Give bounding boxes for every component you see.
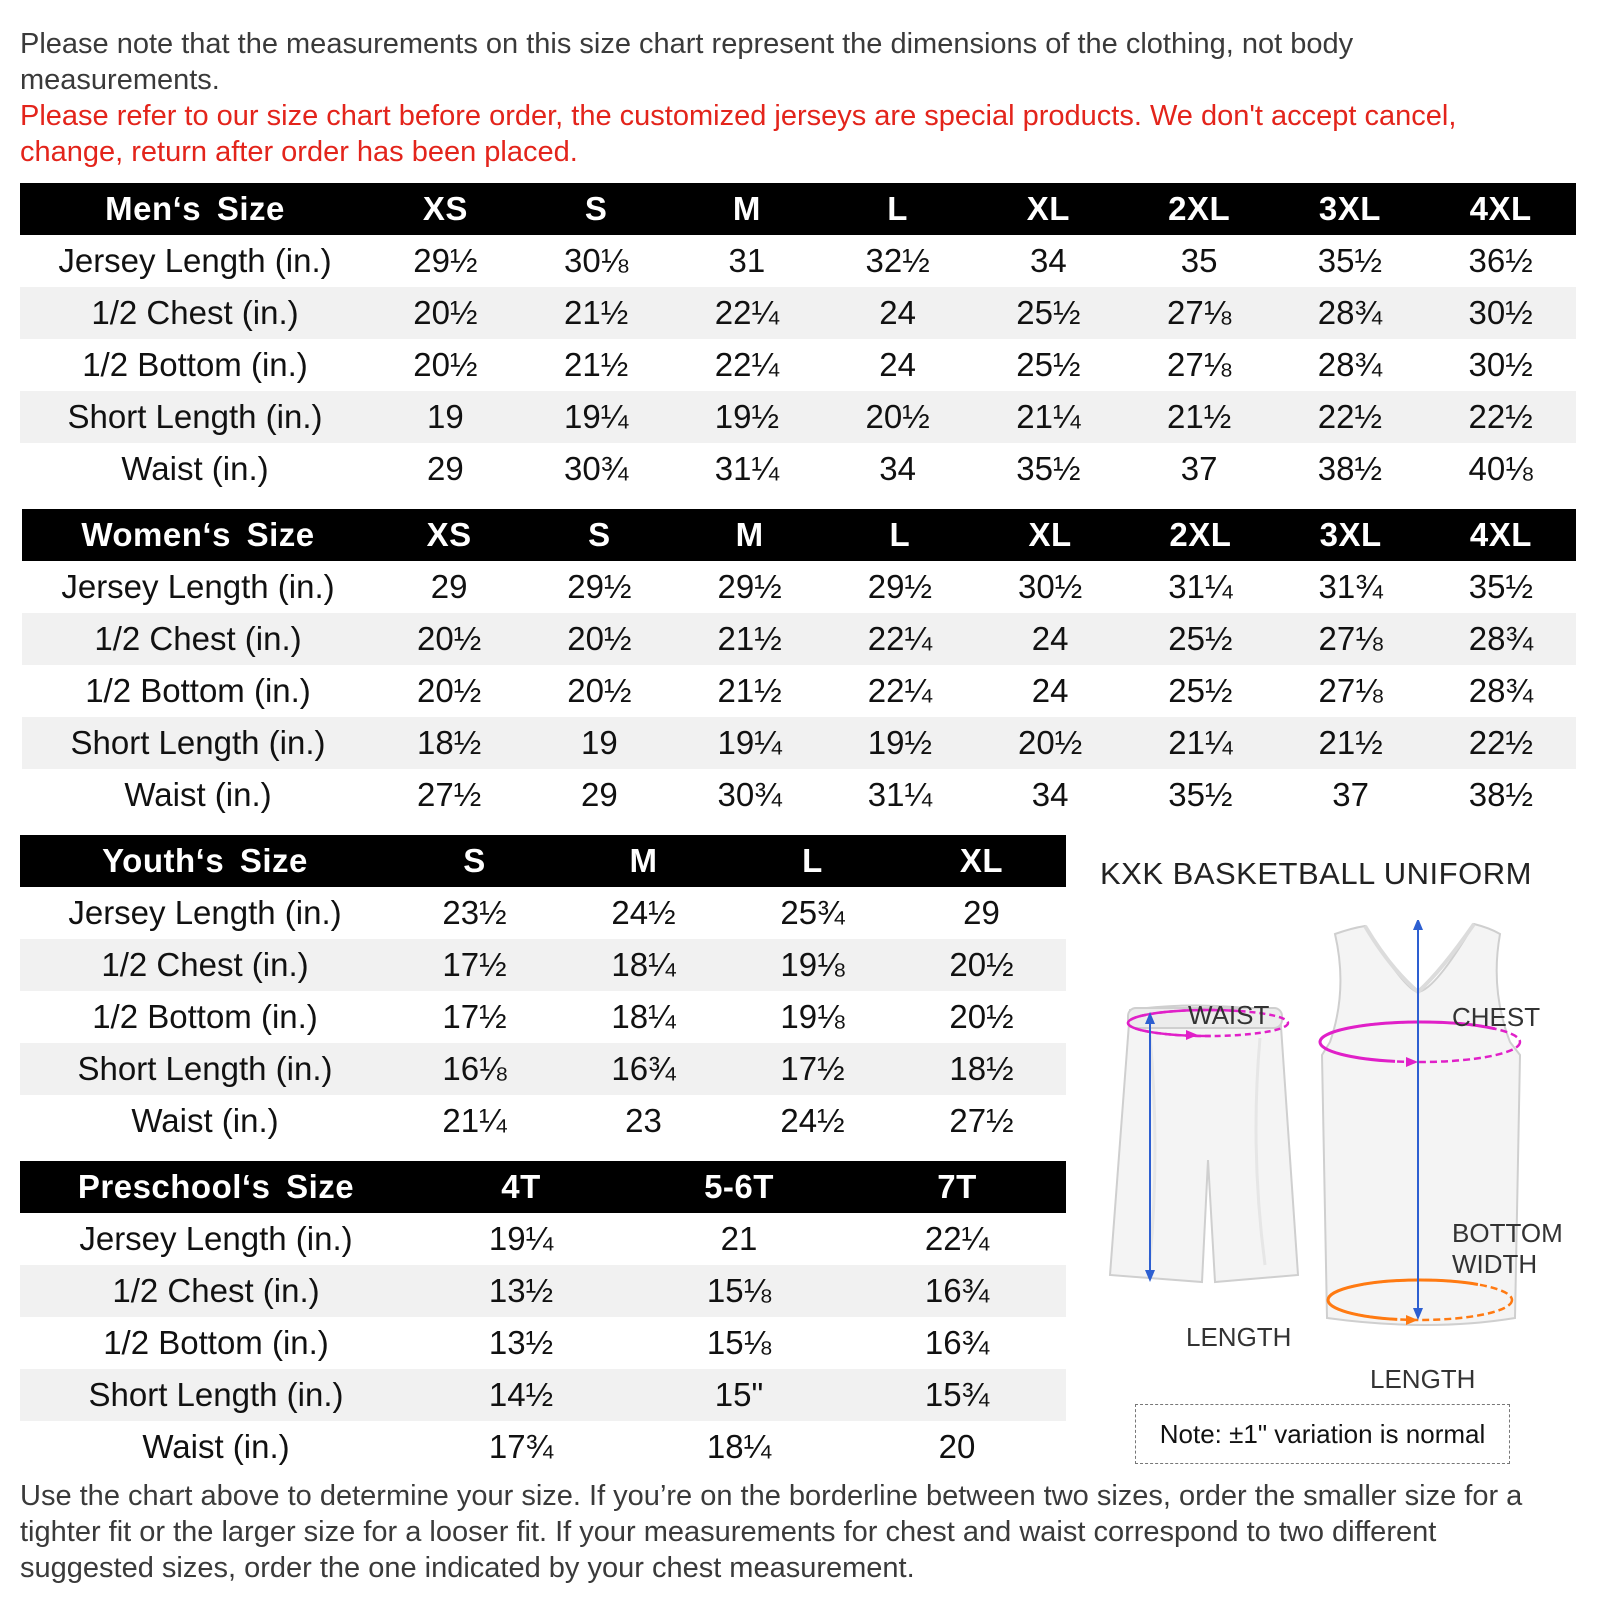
measurement-value: 17½ [442, 998, 507, 1035]
measurement-value: 21½ [1276, 717, 1426, 769]
measurement-value: 35 [1180, 242, 1218, 279]
measurement-value: 27⅛ [1167, 346, 1232, 383]
measurement-label: 1/2 Bottom (in.) [103, 1324, 329, 1361]
preschool-size-table [20, 1161, 1066, 1473]
measurement-row [22, 561, 1576, 613]
measurement-row [20, 1095, 1066, 1147]
measurement-row [20, 1213, 1066, 1265]
size-column-header: 7T [848, 1161, 1066, 1213]
measurement-value: 19½ [825, 717, 975, 769]
measurement-label: 1/2 Chest (in.) [22, 613, 374, 665]
measurement-value: 30½ [1425, 287, 1576, 339]
size-column-header: 5-6T [630, 1161, 848, 1213]
measurement-value: 20½ [949, 998, 1014, 1035]
measurement-value: 18½ [374, 717, 524, 769]
measurement-value: 18¼ [559, 939, 728, 991]
waist-label: WAIST [1188, 1000, 1270, 1030]
size-column-header: L [728, 835, 897, 887]
measurement-value: 19¼ [488, 1220, 554, 1257]
measurement-value: 19¼ [675, 717, 825, 769]
measurement-value: 21½ [1124, 391, 1275, 443]
measurement-row [22, 665, 1576, 717]
measurement-value: 22¼ [825, 613, 975, 665]
measurement-value: 34 [1030, 242, 1067, 279]
measurement-value: 28¾ [1317, 346, 1382, 383]
measurement-value: 22¼ [672, 287, 823, 339]
measurement-value: 20½ [975, 717, 1125, 769]
measurement-value: 21½ [521, 287, 672, 339]
measurement-value: 17¾ [488, 1428, 554, 1465]
measurement-row [22, 769, 1576, 821]
measurement-value: 19½ [672, 391, 823, 443]
measurement-value: 24½ [611, 894, 676, 931]
measurement-value: 25½ [973, 287, 1124, 339]
measurement-value: 15⅛ [630, 1265, 848, 1317]
measurement-value: 21½ [717, 672, 782, 709]
measurement-value: 20 [938, 1428, 976, 1465]
measurement-value: 28¾ [1426, 613, 1576, 665]
size-header-row [20, 835, 1066, 887]
measurement-value: 20½ [524, 613, 674, 665]
measurement-value: 19¼ [521, 391, 672, 443]
size-column-header: L [825, 509, 975, 561]
measurement-row [20, 939, 1066, 991]
measurement-value: 30⅛ [564, 242, 629, 279]
measurement-value: 35½ [1317, 242, 1382, 279]
measurement-value: 29 [427, 450, 464, 487]
measurement-value: 20½ [374, 613, 524, 665]
chest-label: CHEST [1452, 1002, 1541, 1032]
measurement-value: 24 [1031, 672, 1069, 709]
shorts-length-label: LENGTH [1186, 1322, 1292, 1352]
size-column-header: XL [973, 183, 1124, 235]
measurement-value: 20½ [417, 672, 482, 709]
size-column-header: M [675, 509, 825, 561]
shorts-illustration [1110, 1005, 1298, 1282]
measurement-value: 30½ [1468, 346, 1533, 383]
measurement-label: 1/2 Chest (in.) [20, 1265, 412, 1317]
measurement-value: 27½ [417, 776, 482, 813]
measurement-row [20, 391, 1576, 443]
measurement-label: Waist (in.) [124, 776, 272, 813]
measurement-row [20, 1369, 1066, 1421]
size-column-header: 2XL [1124, 183, 1275, 235]
measurement-value: 29 [963, 894, 1000, 931]
measurement-value: 29½ [867, 568, 932, 605]
size-column-header: 4T [412, 1161, 630, 1213]
measurement-value: 30½ [1018, 568, 1083, 605]
measurement-value: 35½ [1168, 776, 1233, 813]
measurement-value: 20½ [370, 287, 521, 339]
measurement-value: 29 [581, 776, 618, 813]
bottom-width-label: BOTTOM WIDTH [1452, 1218, 1563, 1279]
measurement-value: 25½ [1016, 346, 1081, 383]
measurement-value: 19⅛ [780, 998, 845, 1035]
measurement-row [20, 1317, 1066, 1369]
diagram-title: KXK BASKETBALL UNIFORM [1100, 856, 1532, 891]
measurement-value: 35½ [1468, 568, 1533, 605]
size-column-header: XS [374, 509, 524, 561]
measurement-value: 18¼ [706, 1428, 772, 1465]
measurement-value: 24 [975, 613, 1125, 665]
measurement-label: Waist (in.) [121, 450, 269, 487]
size-column-header: M [559, 835, 728, 887]
measurement-value: 20½ [822, 391, 973, 443]
measurement-value: 13½ [412, 1265, 630, 1317]
measurement-value: 24 [822, 287, 973, 339]
measurement-value: 22½ [1426, 717, 1576, 769]
measurement-value: 32½ [865, 242, 930, 279]
measurement-value: 22¼ [714, 346, 779, 383]
mens-size-table [20, 183, 1576, 495]
measurement-row [20, 1421, 1066, 1473]
measurement-value: 21 [720, 1220, 758, 1257]
measurement-label: 1/2 Bottom (in.) [85, 672, 311, 709]
youth-size-table [20, 835, 1066, 1147]
measurement-value: 31¼ [1168, 568, 1233, 605]
measurement-value: 36½ [1468, 242, 1533, 279]
measurement-row [20, 339, 1576, 391]
measurement-value: 21¼ [973, 391, 1124, 443]
womens-size-table [22, 509, 1576, 821]
measurement-label: Short Length (in.) [20, 1043, 390, 1095]
measurement-label: Short Length (in.) [22, 717, 374, 769]
measurement-value: 14½ [412, 1369, 630, 1421]
jersey-length-label: LENGTH [1370, 1364, 1476, 1394]
measurement-label: Jersey Length (in.) [58, 242, 332, 279]
measurement-label: Jersey Length (in.) [79, 1220, 353, 1257]
size-column-header: 2XL [1125, 509, 1275, 561]
measurement-label: Waist (in.) [142, 1428, 290, 1465]
sizing-advice-note: Use the chart above to determine your size. If you’re on the borderline between two sizes, order the smaller size for a tighter fit or the larger size for a looser fit. If your measurements for chest and waist correspond to two different suggested sizes, order the one indicated by your chest measurement. [20, 1480, 1523, 1584]
measurement-value: 35½ [1016, 450, 1081, 487]
measurement-row [20, 287, 1576, 339]
size-column-header: 3XL [1275, 183, 1426, 235]
size-column-header: XL [897, 835, 1066, 887]
measurement-value: 24 [879, 346, 916, 383]
measurement-value: 17½ [390, 939, 559, 991]
measurement-row [20, 235, 1576, 287]
size-column-header: S [521, 183, 672, 235]
size-column-header: S [390, 835, 559, 887]
measurement-value: 22¼ [924, 1220, 990, 1257]
measurement-value: 28¾ [1275, 287, 1426, 339]
measurement-value: 30¾ [717, 776, 782, 813]
size-column-header: L [822, 183, 973, 235]
measurement-row [22, 717, 1576, 769]
measurement-label: 1/2 Chest (in.) [20, 939, 390, 991]
measurement-value: 15⅛ [706, 1324, 772, 1361]
measurement-value: 20½ [897, 939, 1066, 991]
measurement-row [20, 887, 1066, 939]
measurement-value: 13½ [488, 1324, 554, 1361]
measurement-value: 34 [879, 450, 916, 487]
measurement-value: 19⅛ [728, 939, 897, 991]
measurement-value: 31¾ [1318, 568, 1383, 605]
size-column-header: 3XL [1276, 509, 1426, 561]
measurement-value: 21½ [564, 346, 629, 383]
measurement-value: 20½ [413, 346, 478, 383]
measurement-row [22, 613, 1576, 665]
measurement-value: 22¼ [867, 672, 932, 709]
variation-note: Note: ±1" variation is normal [1135, 1404, 1510, 1464]
measurement-value: 27⅛ [1318, 672, 1383, 709]
size-column-header: 4XL [1425, 183, 1576, 235]
measurement-label: 1/2 Chest (in.) [20, 287, 370, 339]
measurement-value: 15¾ [848, 1369, 1066, 1421]
measurement-value: 27⅛ [1276, 613, 1426, 665]
measurement-value: 19 [370, 391, 521, 443]
measurement-value: 20½ [567, 672, 632, 709]
measurement-value: 19 [524, 717, 674, 769]
measurement-label: Short Length (in.) [20, 391, 370, 443]
measurement-value: 15" [630, 1369, 848, 1421]
size-header-row [20, 183, 1576, 235]
uniform-diagram [1090, 920, 1570, 1360]
clothing-dimensions-note: Please note that the measurements on this size chart represent the dimensions of the clothing, not body measurements. [20, 28, 1354, 96]
measurement-row [20, 1043, 1066, 1095]
measurement-value: 25½ [1168, 672, 1233, 709]
measurement-value: 38½ [1317, 450, 1382, 487]
measurement-value: 16¾ [848, 1265, 1066, 1317]
measurement-value: 29 [430, 568, 468, 605]
size-header-row [22, 509, 1576, 561]
measurement-value: 27⅛ [1124, 287, 1275, 339]
measurement-value: 24½ [780, 1102, 845, 1139]
measurement-value: 27½ [949, 1102, 1014, 1139]
measurement-label: Waist (in.) [131, 1102, 279, 1139]
measurement-value: 22½ [1275, 391, 1426, 443]
size-header-row [20, 1161, 1066, 1213]
measurement-value: 23½ [442, 894, 507, 931]
measurement-value: 21¼ [442, 1102, 507, 1139]
measurement-value: 17½ [728, 1043, 897, 1095]
table-title: Preschool‘s Size [20, 1161, 412, 1213]
measurement-value: 16¾ [559, 1043, 728, 1095]
measurement-value: 40⅛ [1468, 450, 1533, 487]
measurement-value: 25¾ [780, 894, 845, 931]
order-warning-note: Please refer to our size chart before order, the customized jerseys are special products. We don't accept cancel, change, return after order has been placed. [20, 100, 1457, 168]
measurement-value: 21½ [675, 613, 825, 665]
size-column-header: S [524, 509, 674, 561]
size-column-header: 4XL [1426, 509, 1576, 561]
measurement-row [20, 1265, 1066, 1317]
table-title: Men‘s Size [20, 183, 370, 235]
measurement-row [20, 991, 1066, 1043]
size-column-header: XL [975, 509, 1125, 561]
measurement-label: Short Length (in.) [20, 1369, 412, 1421]
measurement-value: 38½ [1468, 776, 1533, 813]
measurement-value: 30¾ [564, 450, 629, 487]
measurement-value: 29½ [567, 568, 632, 605]
measurement-value: 31¼ [867, 776, 932, 813]
measurement-value: 29½ [717, 568, 782, 605]
measurement-label: 1/2 Bottom (in.) [82, 346, 308, 383]
measurement-value: 28¾ [1468, 672, 1533, 709]
measurement-value: 23 [625, 1102, 662, 1139]
measurement-value: 31 [728, 242, 766, 279]
measurement-row [20, 443, 1576, 495]
measurement-value: 21¼ [1125, 717, 1275, 769]
measurement-value: 18¼ [611, 998, 676, 1035]
measurement-value: 16⅛ [390, 1043, 559, 1095]
table-title: Youth‘s Size [20, 835, 390, 887]
measurement-value: 37 [1180, 450, 1218, 487]
measurement-label: 1/2 Bottom (in.) [92, 998, 318, 1035]
measurement-value: 22½ [1425, 391, 1576, 443]
measurement-label: Jersey Length (in.) [61, 568, 335, 605]
measurement-label: Jersey Length (in.) [68, 894, 342, 931]
size-column-header: M [672, 183, 823, 235]
measurement-value: 34 [1031, 776, 1069, 813]
measurement-value: 18½ [897, 1043, 1066, 1095]
measurement-value: 29½ [413, 242, 478, 279]
measurement-value: 16¾ [924, 1324, 990, 1361]
size-column-header: XS [370, 183, 521, 235]
table-title: Women‘s Size [22, 509, 374, 561]
measurement-value: 37 [1332, 776, 1369, 813]
measurement-value: 31¼ [714, 450, 779, 487]
measurement-value: 25½ [1125, 613, 1275, 665]
